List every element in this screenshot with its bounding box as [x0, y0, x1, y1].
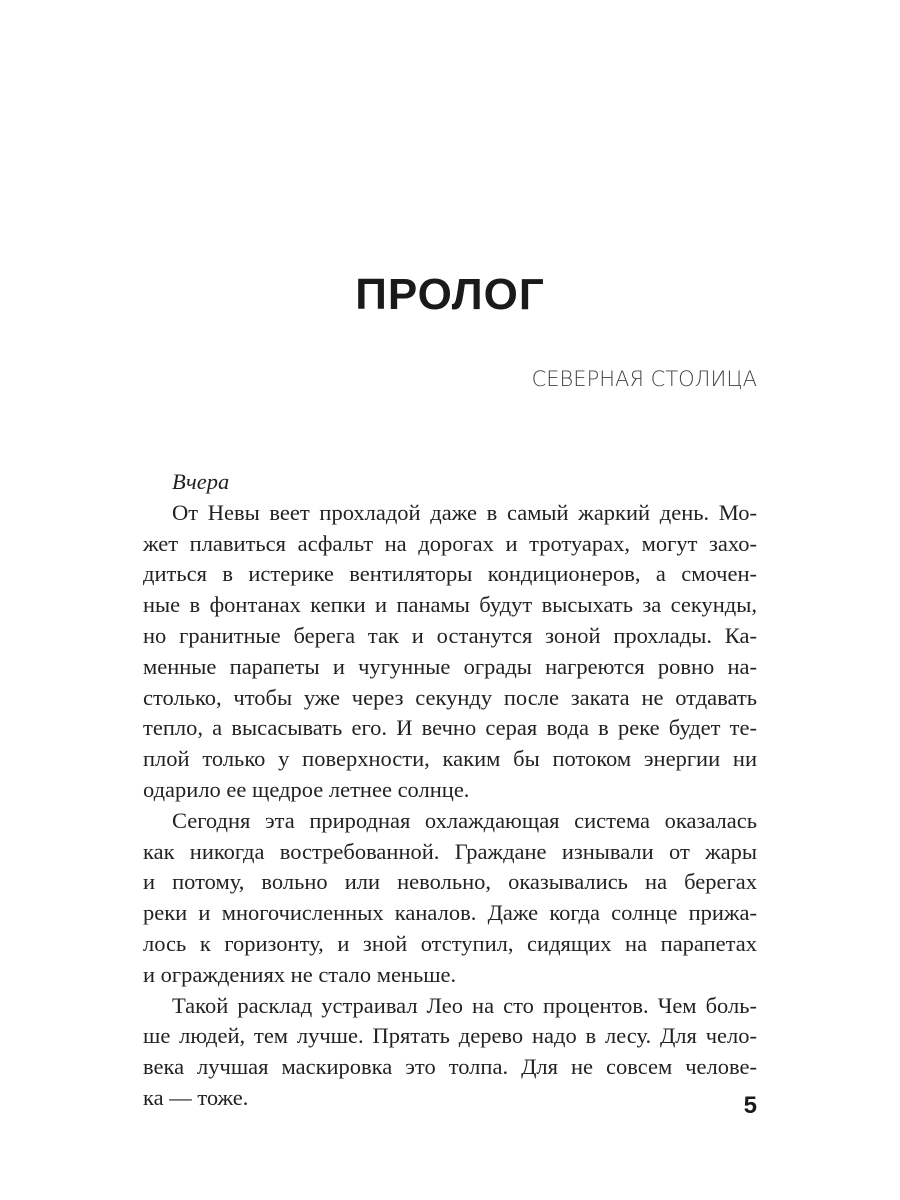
- text-line: Такой расклад устраивал Лео на сто процентов. Чем боль-: [172, 992, 757, 1018]
- text-line: реки и многочисленных каналов. Даже когда солнце прижа-: [143, 900, 757, 926]
- text-line: ше людей, тем лучше. Прятать дерево надо в лесу. Для чело-: [143, 1023, 757, 1049]
- text-line: Сегодня эта природная охлаждающая система оказалась: [172, 807, 757, 833]
- body-text: [143, 467, 757, 1114]
- text-line: диться в истерике вентиляторы кондиционеров, а смочен-: [143, 561, 757, 587]
- text-line: плой только у поверхности, каким бы потоком энергии ни: [143, 746, 757, 772]
- text-line: и ограждениях не стало меньше.: [143, 961, 457, 987]
- text-line: ка — тоже.: [143, 1084, 249, 1110]
- text-line: менные парапеты и чугунные ограды нагреются ровно на-: [143, 653, 757, 679]
- text-line: и потому, вольно или невольно, оказывались на берегах: [143, 869, 757, 895]
- page-number: 5: [743, 1092, 757, 1119]
- chapter-subtitle: СЕВЕРНАЯ СТОЛИЦА: [531, 367, 757, 391]
- text-line: ные в фонтанах кепки и панамы будут высыхать за секунды,: [143, 592, 757, 618]
- text-line: столько, чтобы уже через секунду после заката не отдавать: [143, 684, 757, 710]
- chapter-title: ПРОЛОГ: [355, 270, 545, 319]
- text-line: как никогда востребованной. Граждане изнывали от жары: [143, 838, 757, 864]
- text-line: века лучшая маскировка это толпа. Для не совсем челове-: [143, 1054, 757, 1080]
- text-line: От Невы веет прохладой даже в самый жаркий день. Мо-: [172, 499, 757, 525]
- text-line: но гранитные берега так и останутся зоной прохлады. Ка-: [143, 622, 757, 648]
- section-time-label: Вчера: [172, 469, 230, 494]
- text-line: жет плавиться асфальт на дорогах и тротуарах, могут захо-: [143, 530, 757, 556]
- text-line: одарило ее щедрое летнее солнце.: [143, 776, 470, 802]
- text-line: лось к горизонту, и зной отступил, сидящих на парапетах: [143, 930, 757, 956]
- text-line: тепло, а высасывать его. И вечно серая вода в реке будет те-: [143, 715, 757, 741]
